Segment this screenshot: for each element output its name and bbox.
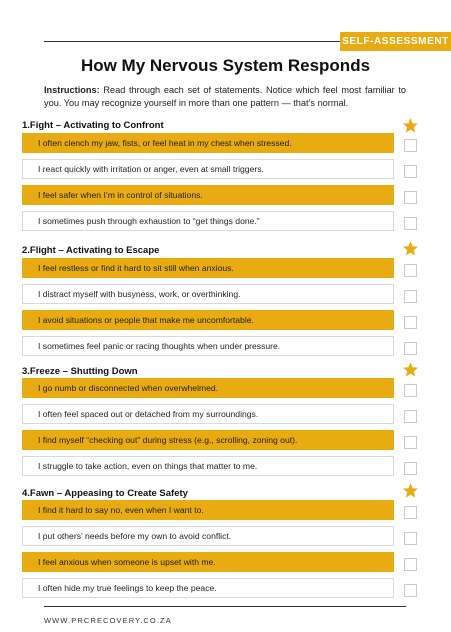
section-heading-freeze: 3.Freeze – Shutting Down <box>22 366 138 377</box>
statement-checkbox[interactable] <box>404 316 417 329</box>
page-title: How My Nervous System Responds <box>80 56 371 75</box>
section-heading-fight: 1.Fight – Activating to Confront <box>22 120 164 131</box>
statement-row: I avoid situations or people that make me uncomfortable. <box>22 310 394 330</box>
statement-checkbox[interactable] <box>404 191 417 204</box>
statement-row: I find it hard to say no, even when I want to. <box>22 500 394 520</box>
star-icon <box>402 361 419 378</box>
instructions-label: Instructions: <box>44 85 100 95</box>
self-assessment-badge: SELF-ASSESSMENT <box>340 32 451 51</box>
bottom-divider <box>44 606 406 607</box>
statement-row: I feel anxious when someone is upset with me. <box>22 552 394 572</box>
statement-row: I often hide my true feelings to keep the peace. <box>22 578 394 598</box>
star-icon <box>402 117 419 134</box>
statement-row: I often clench my jaw, fists, or feel heat in my chest when stressed. <box>22 133 394 153</box>
statement-row: I often feel spaced out or detached from my surroundings. <box>22 404 394 424</box>
statement-checkbox[interactable] <box>404 410 417 423</box>
statement-row: I react quickly with irritation or anger, even at small triggers. <box>22 159 394 179</box>
statement-checkbox[interactable] <box>404 139 417 152</box>
statement-row: I distract myself with busyness, work, or overthinking. <box>22 284 394 304</box>
statement-checkbox[interactable] <box>404 264 417 277</box>
statement-row: I put others’ needs before my own to avoid conflict. <box>22 526 394 546</box>
statement-checkbox[interactable] <box>404 436 417 449</box>
statement-row: I find myself “checking out” during stress (e.g., scrolling, zoning out). <box>22 430 394 450</box>
section-heading-flight: 2.Flight – Activating to Escape <box>22 245 160 256</box>
statement-checkbox[interactable] <box>404 558 417 571</box>
statement-checkbox[interactable] <box>404 165 417 178</box>
statement-checkbox[interactable] <box>404 506 417 519</box>
footer-url: WWW.PRCRECOVERY.CO.ZA <box>44 616 172 625</box>
statement-checkbox[interactable] <box>404 462 417 475</box>
statement-checkbox[interactable] <box>404 217 417 230</box>
statement-row: I sometimes feel panic or racing thoughts when under pressure. <box>22 336 394 356</box>
statement-row: I struggle to take action, even on things that matter to me. <box>22 456 394 476</box>
instructions <box>44 84 406 109</box>
star-icon <box>402 240 419 257</box>
statement-checkbox[interactable] <box>404 342 417 355</box>
statement-checkbox[interactable] <box>404 532 417 545</box>
top-divider <box>44 41 340 42</box>
statement-checkbox[interactable] <box>404 584 417 597</box>
statement-checkbox[interactable] <box>404 384 417 397</box>
section-heading-fawn: 4.Fawn – Appeasing to Create Safety <box>22 488 188 499</box>
statement-checkbox[interactable] <box>404 290 417 303</box>
statement-row: I go numb or disconnected when overwhelmed. <box>22 378 394 398</box>
instructions-text: Read through each set of statements. Notice which feel most familiar to you. You may recognize yourself in more than one pattern — that’s normal. <box>44 85 406 108</box>
statement-row: I feel safer when I’m in control of situations. <box>22 185 394 205</box>
statement-row: I feel restless or find it hard to sit still when anxious. <box>22 258 394 278</box>
star-icon <box>402 482 419 499</box>
statement-row: I sometimes push through exhaustion to “get things done.” <box>22 211 394 231</box>
